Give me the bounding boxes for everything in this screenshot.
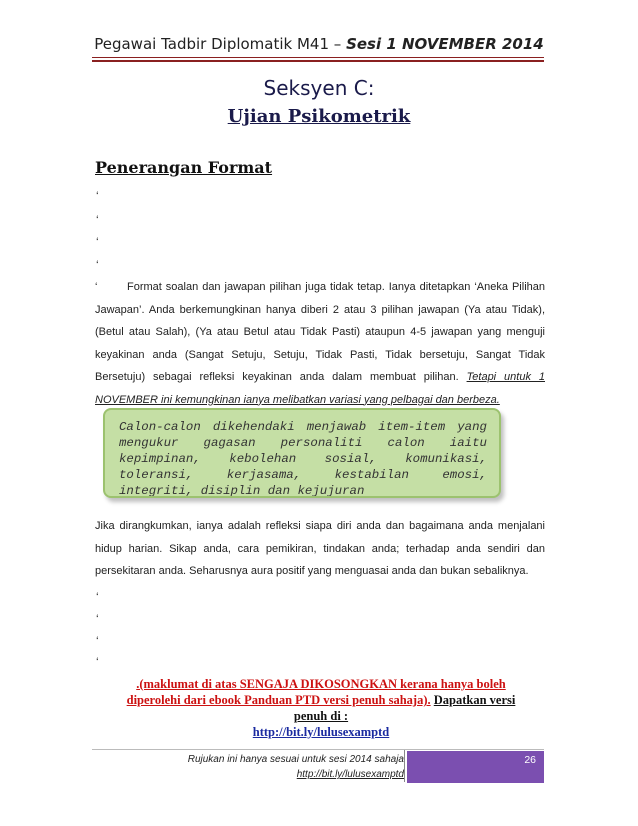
page-number: 26 — [524, 754, 536, 766]
footer-divider — [404, 750, 405, 782]
section-title: Seksyen C: — [263, 76, 375, 100]
list-item: ‘ — [96, 612, 99, 626]
header-title: Pegawai Tadbir Diplomatik M41 – — [94, 35, 347, 53]
summary-paragraph: Jika dirangkumkan, ianya adalah refleksi siapa diri anda dan bagaimana anda menjalani hidup harian. Sikap anda, cara pemikiran, tindakan anda; terhadap anda sendiri dan persekitaran anda. Seharusnya aura positif yang menguasai anda dan bukan sebaliknya. — [95, 520, 545, 577]
format-emphasis: Tetapi untuk 1 NOVEMBER ini kemungkinan ianya melibatkan variasi yang pelbagai dan berbeza. — [95, 371, 545, 406]
footer-link[interactable]: http://bit.ly/lulusexamptd — [296, 769, 404, 780]
callout-box — [103, 408, 501, 498]
list-item: ‘ — [96, 213, 99, 227]
page-header — [0, 35, 638, 53]
notice-black-text: Dapatkan versi penuh di : — [293, 693, 516, 723]
header-session: Sesi 1 NOVEMBER 2014 — [346, 35, 544, 53]
bullet-lead: ‘ — [95, 281, 98, 293]
format-paragraph — [95, 276, 545, 411]
notice-link[interactable]: http://bit.ly/lulusexamptd — [252, 725, 390, 739]
callout-text: Calon-calon dikehendaki menjawab item-item yang mengukur gagasan personaliti calon iaitu kepimpinan, kebolehan sosial, komunikasi, toleransi, kerjasama, kestabilan emosi, integriti, disiplin dan kejujuran — [119, 420, 487, 498]
list-item: ‘ — [96, 189, 99, 203]
list-item: ‘ — [96, 258, 99, 272]
format-heading: Penerangan Format — [95, 158, 273, 177]
section-subtitle: Ujian Psikometrik — [227, 106, 411, 127]
footer-rule — [92, 749, 544, 750]
header-rule-thick — [92, 60, 544, 62]
list-item: ‘ — [96, 235, 99, 249]
list-item: ‘ — [96, 655, 99, 669]
header-rule — [92, 57, 544, 58]
page-number-box — [407, 751, 544, 783]
list-item: ‘ — [96, 590, 99, 604]
footer-note: Rujukan ini hanya sesuai untuk sesi 2014 sahaja — [187, 754, 404, 765]
footer-text — [180, 752, 404, 782]
list-item: ‘ — [96, 634, 99, 648]
format-text: Format soalan dan jawapan pilihan juga tidak tetap. Ianya ditetapkan ‘Aneka Pilihan Jawapan’. Anda berkemungkinan hanya diberi 2 atau 3 pilihan jawapan (Ya atau Tidak), (Betul atau Salah), (Ya atau Betul atau Tidak Pasti) ataupun 4-5 jawapan yang menguji keyakinan anda (Sangat Setuju, Setuju, Tidak Pasti, Tidak bersetuju, Sangat Tidak Bersetuju) sebagai refleksi keyakinan anda dalam membuat pilihan. — [95, 281, 545, 383]
notice — [110, 676, 532, 740]
notice-red-text: .(maklumat di atas SENGAJA DIKOSONGKAN kerana hanya boleh diperolehi dari ebook Panduan PTD versi penuh sahaja). — [126, 677, 506, 707]
